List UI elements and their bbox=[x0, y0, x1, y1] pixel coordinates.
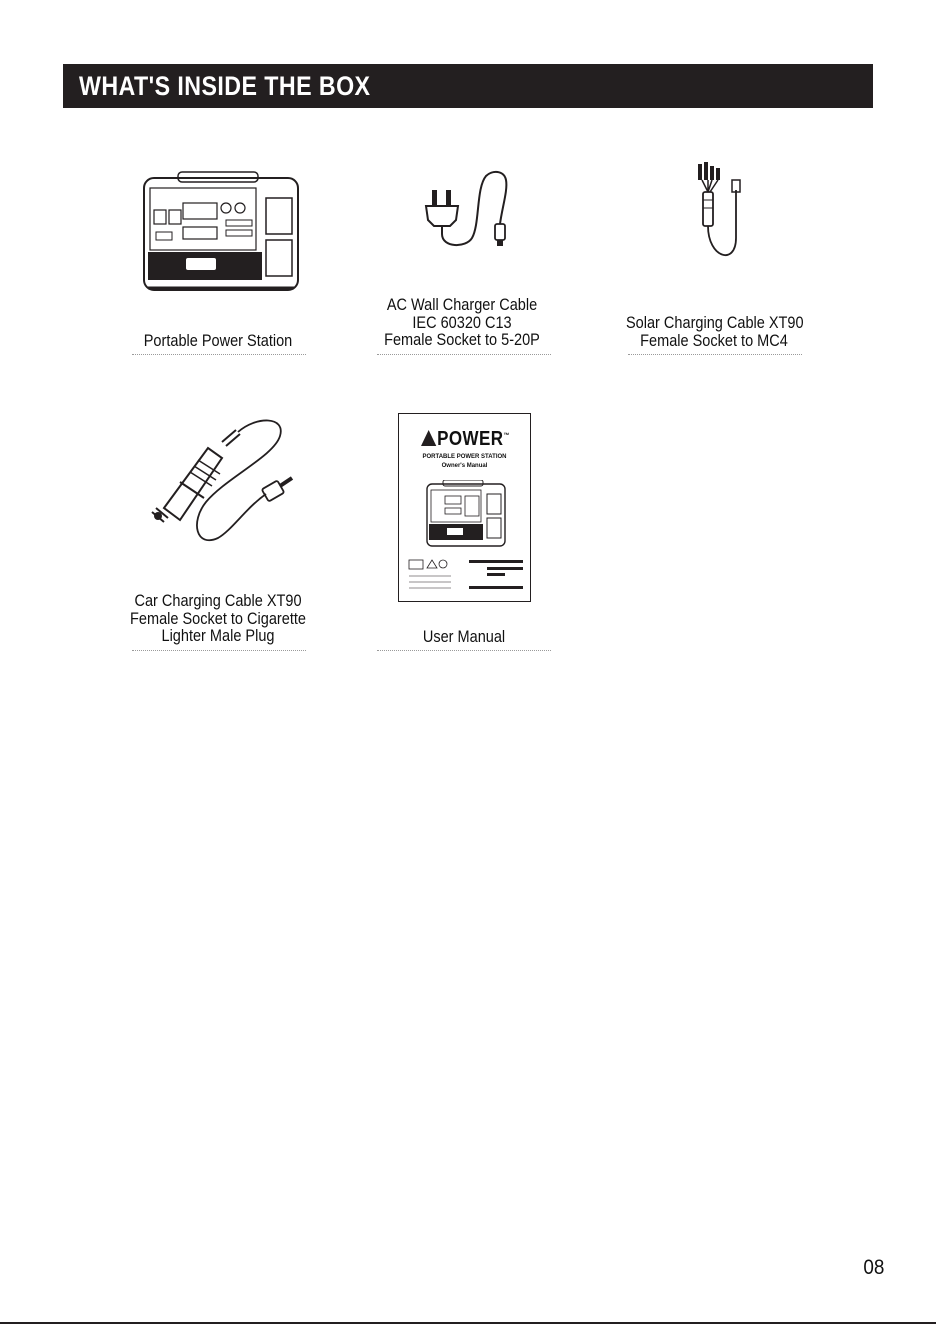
item-caption bbox=[626, 315, 802, 350]
caption-line: IEC 60320 C13 bbox=[412, 313, 512, 332]
caption-line: Portable Power Station bbox=[143, 332, 293, 350]
manual-certification-marks bbox=[407, 558, 525, 594]
manual-subtitle: PORTABLE POWER STATION bbox=[422, 454, 507, 460]
manual-product-illustration bbox=[425, 480, 507, 548]
divider bbox=[132, 354, 306, 355]
section-header bbox=[63, 64, 873, 108]
caption-line: Female Socket to MC4 bbox=[640, 331, 788, 350]
ac-cable-icon bbox=[420, 168, 516, 258]
caption-line: Female Socket to 5-20P bbox=[384, 331, 540, 349]
divider bbox=[628, 354, 802, 355]
caption-line: Lighter Male Plug bbox=[161, 627, 275, 645]
caption-line: Car Charging Cable XT90 bbox=[134, 592, 302, 610]
item-caption bbox=[374, 297, 550, 350]
manual-subtitle2: Owner's Manual bbox=[441, 463, 488, 469]
power-station-icon bbox=[138, 170, 306, 300]
divider bbox=[377, 354, 551, 355]
caption-line: User Manual bbox=[422, 628, 506, 646]
car-cable-icon bbox=[146, 412, 296, 552]
manual-brand: POWER™ bbox=[421, 428, 510, 451]
item-caption bbox=[130, 593, 306, 646]
divider bbox=[377, 650, 551, 651]
page-number: 08 bbox=[862, 1256, 884, 1279]
item-caption bbox=[376, 629, 552, 647]
divider bbox=[132, 650, 306, 651]
caption-line: AC Wall Charger Cable bbox=[386, 296, 538, 314]
caption-line: Solar Charging Cable XT90 bbox=[626, 314, 804, 332]
section-title: WHAT'S INSIDE THE BOX bbox=[79, 71, 371, 101]
caption-line: Female Socket to Cigarette bbox=[130, 609, 306, 628]
item-caption bbox=[130, 333, 306, 351]
solar-cable-icon bbox=[686, 158, 746, 264]
manual-cover-image bbox=[398, 413, 531, 602]
